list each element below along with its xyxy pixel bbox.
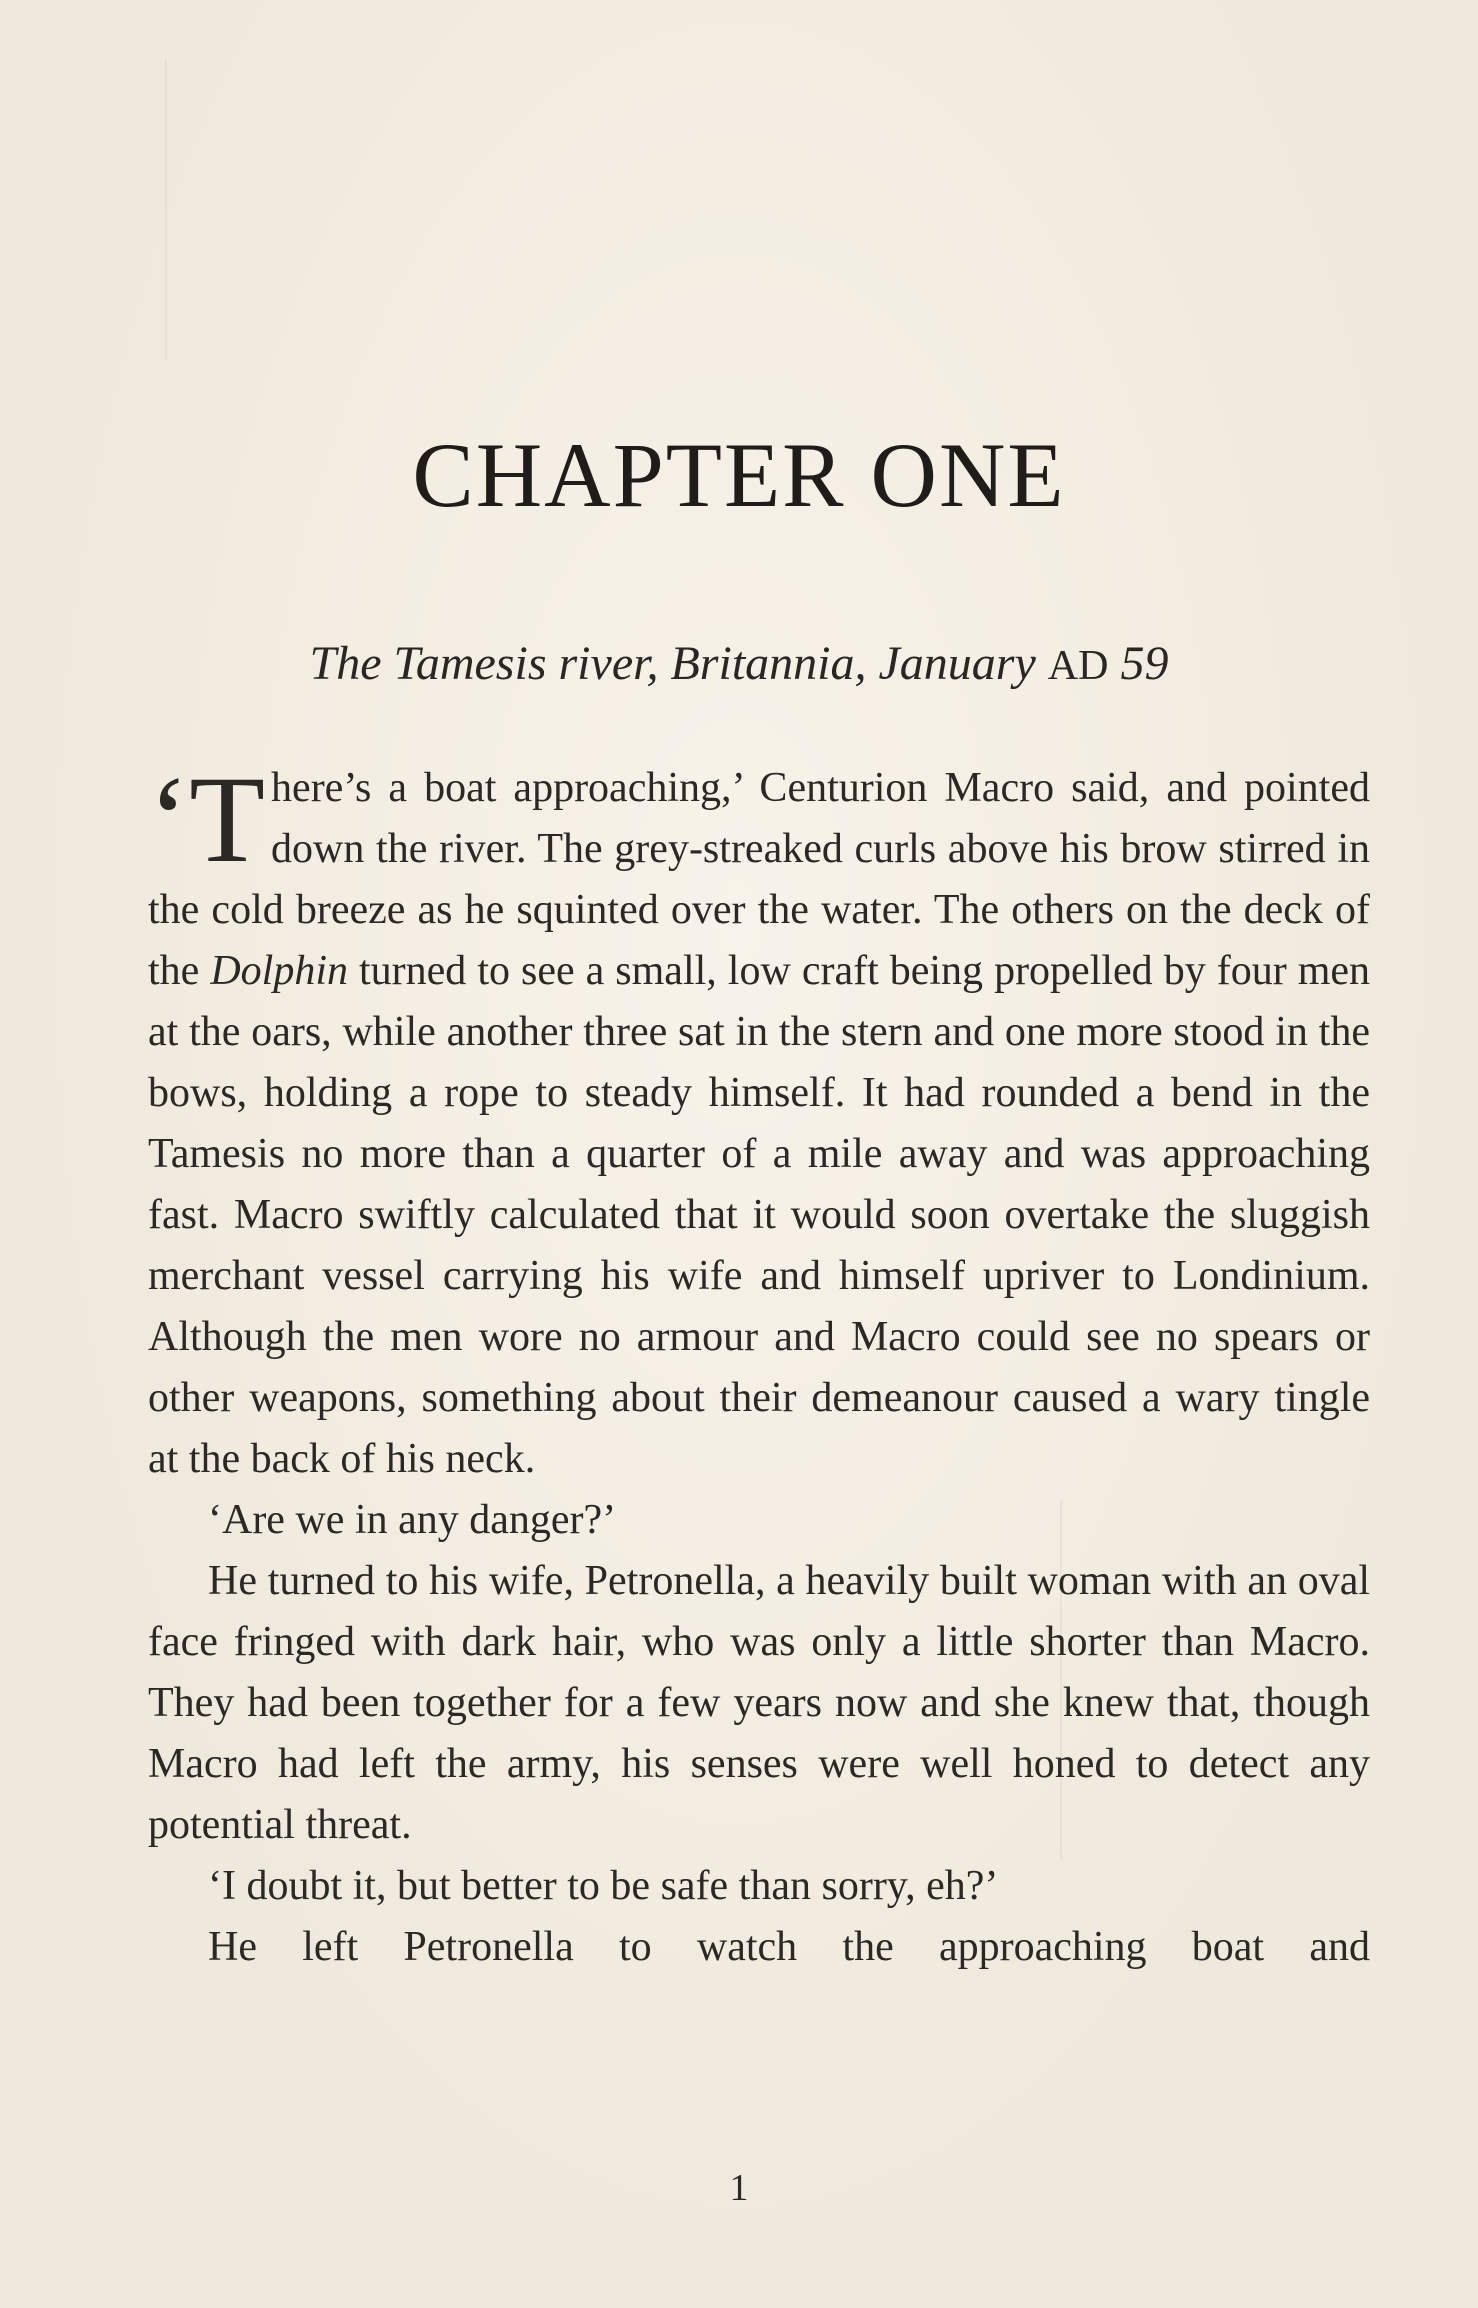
paragraph-1 <box>148 751 1370 1490</box>
paragraph-1-text-b: turned to see a small, low craft being propelled by four men at the oars, while another three sat in the stern and one more stood in the bows, holding a rope to steady himself. It had rounded a bend in the Tamesis no more than a quarter of a mile away and was approaching fast. Macro swiftly calculated that it would soon overtake the sluggish merchant vessel carrying his wife and himself upriver to Londinium. Although the men wore no armour and Macro could see no spears or other weapons, something about their demeanour caused a wary tingle at the back of his neck. <box>148 948 1370 1482</box>
show-through-line <box>165 60 167 360</box>
paragraph-5: He left Petronella to watch the approaching boat and <box>208 1924 1370 1970</box>
drop-cap <box>148 751 266 888</box>
chapter-title: CHAPTER ONE <box>412 424 1066 526</box>
drop-cap-quote: ‘ <box>148 751 190 888</box>
chapter-era: AD <box>1047 643 1109 689</box>
chapter-year: 59 <box>1120 637 1169 690</box>
chapter-body <box>148 751 1370 1978</box>
paragraph-1-text-a: here’s a boat approaching,’ Centurion Macro said, and pointed down the river. The grey-streaked curls above his brow stirred in the cold breeze as he squinted over the water. The others on the deck of the <box>148 765 1370 994</box>
paragraph-2: ‘Are we in any danger?’ <box>208 1497 617 1543</box>
ship-name: Dolphin <box>210 948 348 994</box>
chapter-subtitle <box>0 636 1478 691</box>
paragraph-4: ‘I doubt it, but better to be safe than sorry, eh?’ <box>208 1863 999 1909</box>
paragraph-3: He turned to his wife, Petronella, a heavily built woman with an oval face fringed with dark hair, who was only a little shorter than Macro. They had been together for a few years now and she knew that, though Macro had left the army, his senses were well honed to detect any potential threat. <box>148 1558 1370 1848</box>
drop-cap-letter: T <box>189 751 266 888</box>
page-number: 1 <box>729 2167 749 2209</box>
chapter-setting: The Tamesis river, Britannia, January <box>309 637 1036 690</box>
